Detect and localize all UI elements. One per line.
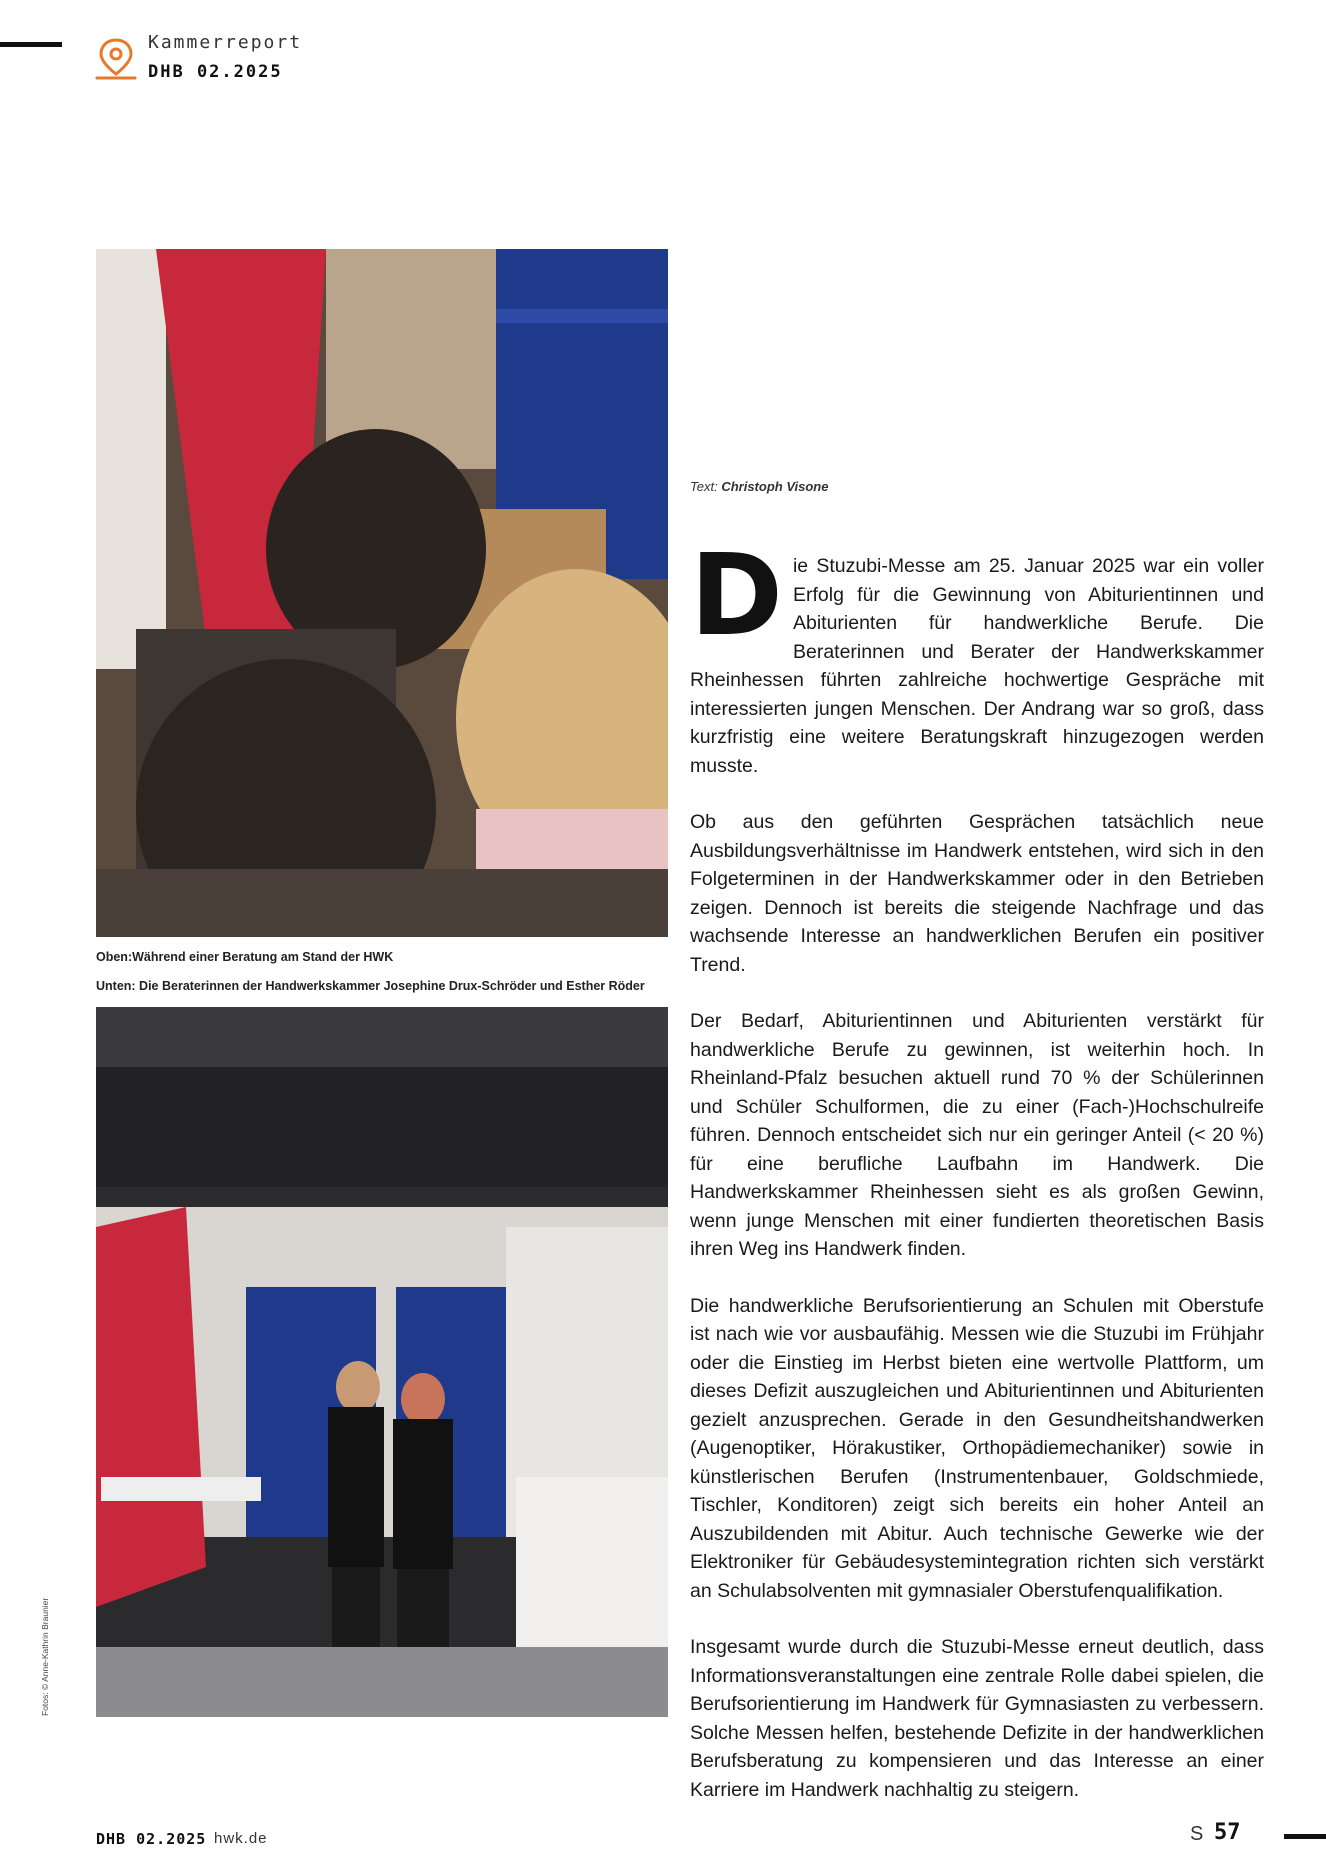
location-pin-icon bbox=[94, 36, 138, 82]
article-paragraph-2: Ob aus den geführten Gesprächen tatsächlich neue Ausbildungsverhältnisse im Handwerk entstehen, wird sich in den Folgeterminen in der Handwerkskammer oder in den Betrieben zeigen. Dennoch ist bereits die steigende Nachfrage und das wachsende Interesse an handwerklichen Berufen ein positiver Trend. bbox=[690, 811, 1264, 976]
drop-cap: D bbox=[690, 531, 783, 661]
footer-issue: DHB 02.2025 bbox=[96, 1830, 207, 1848]
article-paragraph-3: Der Bedarf, Abiturientinnen und Abiturienten verstärkt für handwerkliche Berufe zu gewinnen, ist weiterhin hoch. In Rheinland-Pfalz besuchen aktuell rund 70 % der Schülerinnen und Schüler Schulformen, die zu einer (Fach-)Hochschulreife führen. Dennoch entscheidet sich nur ein geringer Anteil (< 20 %) für eine berufliche Laufbahn im Handwerk. Die Handwerkskammer Rheinhessen sieht es als großen Gewinn, wenn junge Menschen mit einer fundierten theoretischen Basis ihren Weg ins Handwerk finden. bbox=[690, 1010, 1264, 1260]
article-body bbox=[690, 531, 1264, 1832]
photo-consultation bbox=[96, 249, 668, 937]
page-number: 57 bbox=[1214, 1820, 1241, 1845]
article-paragraph-5: Insgesamt wurde durch die Stuzubi-Messe erneut deutlich, dass Informationsveranstaltungen eine zentrale Rolle dabei spielen, die Berufsorientierung im Handwerk für Gymnasiasten zu verbessern. Solche Messen helfen, bestehende Defizite in der handwerklichen Berufsberatung zu kompensieren und das Interesse an einer Karriere im Handwerk nachhaltig zu steigern. bbox=[690, 1636, 1264, 1801]
photo-advisors bbox=[96, 1007, 668, 1717]
footer-rule bbox=[1284, 1834, 1326, 1839]
photo-credit: Fotos: © Anne-Kathrin Braunier bbox=[40, 1597, 50, 1716]
photo-top-caption: Oben:Während einer Beratung am Stand der HWK bbox=[96, 950, 394, 964]
article-paragraph-1-text: ie Stuzubi-Messe am 25. Januar 2025 war ein voller Erfolg für die Gewinnung von Abiturientinnen und Abiturienten für handwerkliche Berufe. Die Beraterinnen und Berater der Handwerkskammer Rheinhessen führten zahlreiche hochwertige Gespräche mit interessierten jungen Menschen. Der Andrang war so groß, dass kurzfristig eine weitere Beratungskraft hinzugezogen werden musste. bbox=[690, 555, 1264, 777]
byline bbox=[690, 479, 828, 494]
photo-bottom-caption: Unten: Die Beraterinnen der Handwerkskammer Josephine Drux-Schröder und Esther Röder bbox=[96, 979, 645, 993]
section-title: Kammerreport bbox=[148, 32, 303, 53]
header-rule bbox=[0, 42, 62, 47]
article-paragraph-1 bbox=[690, 531, 1264, 780]
issue-label: DHB 02.2025 bbox=[148, 62, 283, 82]
page-prefix: S bbox=[1190, 1823, 1204, 1845]
byline-author: Christoph Visone bbox=[721, 479, 829, 494]
byline-label: Text: bbox=[690, 479, 718, 494]
footer-website-link[interactable]: hwk.de bbox=[214, 1830, 268, 1847]
article-paragraph-4: Die handwerkliche Berufsorientierung an Schulen mit Oberstufe ist nach wie vor ausbaufähig. Messen wie die Stuzubi im Frühjahr oder die Einstieg im Herbst bieten eine wertvolle Plattform, um dieses Defizit auszugleichen und Abiturientinnen und Abiturienten gezielt anzusprechen. Gerade in den Gesundheitshandwerken (Augenoptiker, Hörakustiker, Orthopädiemechaniker) sowie in künstlerischen Berufen (Instrumentenbauer, Goldschmiede, Tischler, Konditoren) zeigt sich bereits ein hoher Anteil an Auszubildenden mit Abitur. Auch technische Gewerke wie der Elektroniker für Gebäudesystemintegration richten sich verstärkt an Schulabsolventen mit gymnasialer Oberstufenqualifikation. bbox=[690, 1294, 1264, 1602]
